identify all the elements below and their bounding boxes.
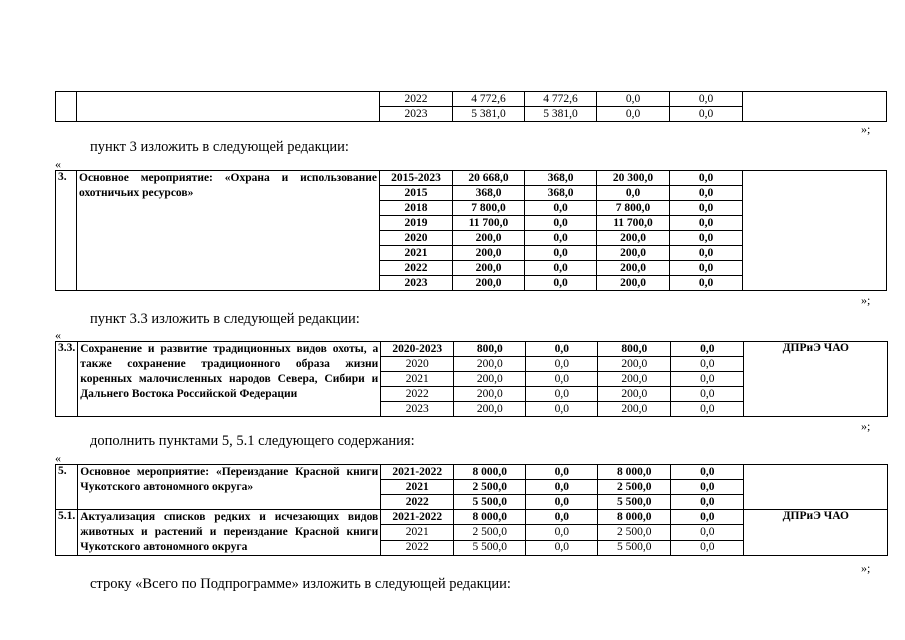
open-quote: «	[55, 451, 61, 465]
funding-source-1-cell: 0,0	[526, 525, 598, 540]
funding-source-2-cell: 800,0	[598, 342, 671, 357]
total-cell: 2 500,0	[454, 480, 526, 495]
funding-source-2-cell: 7 800,0	[597, 201, 670, 216]
total-cell: 200,0	[454, 372, 526, 387]
item-description: Сохранение и развитие традиционных видов охоты, а также сохранение традиционного образа жизни коренных малочисленных народов Севера, Сибири и Дальнего Востока Российской Федерации	[78, 342, 381, 417]
funding-source-2-cell: 0,0	[597, 107, 670, 122]
funding-source-3-cell: 0,0	[671, 465, 744, 480]
executor-cell	[744, 465, 888, 510]
funding-source-1-cell: 0,0	[526, 402, 598, 417]
funding-source-1-cell: 0,0	[526, 495, 598, 510]
funding-source-3-cell: 0,0	[670, 201, 743, 216]
close-quote: »;	[861, 293, 871, 307]
item-number: 5.	[56, 465, 78, 510]
item-number	[56, 92, 77, 122]
open-quote: «	[55, 157, 61, 171]
funding-source-1-cell: 0,0	[526, 357, 598, 372]
close-quote: »;	[861, 419, 871, 433]
item-description	[77, 92, 380, 122]
total-cell: 200,0	[454, 357, 526, 372]
total-cell: 800,0	[454, 342, 526, 357]
funding-source-2-cell: 200,0	[598, 372, 671, 387]
funding-source-1-cell: 0,0	[526, 342, 598, 357]
funding-source-2-cell: 2 500,0	[598, 480, 671, 495]
item-description: Основное мероприятие: «Переиздание Красной книги Чукотского автономного округа»	[78, 465, 381, 510]
item-5-table	[55, 464, 888, 556]
period-cell: 2023	[380, 276, 453, 291]
funding-source-1-cell: 0,0	[526, 480, 598, 495]
open-quote: «	[55, 328, 61, 342]
funding-source-3-cell: 0,0	[671, 495, 744, 510]
funding-source-1-cell: 0,0	[525, 201, 597, 216]
period-cell: 2020	[381, 357, 454, 372]
table-row	[56, 342, 888, 357]
funding-source-3-cell: 0,0	[670, 261, 743, 276]
funding-source-1-cell: 4 772,6	[525, 92, 597, 107]
funding-source-3-cell: 0,0	[671, 402, 744, 417]
funding-source-1-cell: 0,0	[526, 540, 598, 555]
item-number: 5.1.	[56, 510, 78, 556]
total-cell: 11 700,0	[453, 216, 525, 231]
funding-source-3-cell: 0,0	[671, 480, 744, 495]
funding-source-3-cell: 0,0	[671, 525, 744, 540]
total-cell: 4 772,6	[453, 92, 525, 107]
period-cell: 2020	[380, 231, 453, 246]
period-cell: 2021	[381, 525, 454, 540]
total-cell: 8 000,0	[454, 510, 526, 525]
period-cell: 2021-2022	[381, 510, 454, 525]
period-cell: 2021	[381, 372, 454, 387]
funding-source-1-cell: 0,0	[526, 510, 598, 525]
funding-source-3-cell: 0,0	[671, 372, 744, 387]
funding-source-2-cell: 8 000,0	[598, 510, 671, 525]
period-cell: 2015-2023	[380, 171, 453, 186]
funding-source-2-cell: 200,0	[597, 261, 670, 276]
funding-source-3-cell: 0,0	[671, 387, 744, 402]
item-number: 3.3.	[56, 342, 78, 417]
funding-source-1-cell: 0,0	[525, 261, 597, 276]
period-cell: 2022	[381, 495, 454, 510]
item-description: Актуализация списков редких и исчезающих видов животных и растений и переиздание Красной книги Чукотского автономного округа	[78, 510, 381, 556]
total-cell: 200,0	[453, 276, 525, 291]
funding-source-2-cell: 0,0	[597, 186, 670, 201]
period-cell: 2022	[381, 540, 454, 555]
funding-source-3-cell: 0,0	[670, 276, 743, 291]
table-row	[56, 92, 887, 107]
funding-source-3-cell: 0,0	[670, 107, 743, 122]
total-cell: 5 500,0	[454, 540, 526, 555]
period-cell: 2022	[380, 92, 453, 107]
period-cell: 2018	[380, 201, 453, 216]
period-cell: 2023	[381, 402, 454, 417]
funding-source-2-cell: 200,0	[598, 357, 671, 372]
table-row	[56, 510, 888, 525]
funding-source-1-cell: 0,0	[525, 216, 597, 231]
funding-source-1-cell: 0,0	[525, 246, 597, 261]
funding-source-3-cell: 0,0	[671, 342, 744, 357]
executor-cell: ДПРиЭ ЧАО	[744, 342, 888, 417]
item-number: 3.	[56, 171, 77, 291]
total-cell: 368,0	[453, 186, 525, 201]
instruction-total-row: строку «Всего по Подпрограмме» изложить в следующей редакции:	[90, 576, 511, 592]
funding-source-2-cell: 2 500,0	[598, 525, 671, 540]
funding-source-3-cell: 0,0	[671, 510, 744, 525]
total-cell: 5 500,0	[454, 495, 526, 510]
executor-cell	[743, 92, 887, 122]
funding-source-3-cell: 0,0	[670, 246, 743, 261]
funding-source-1-cell: 0,0	[525, 276, 597, 291]
funding-source-1-cell: 368,0	[525, 171, 597, 186]
item-3-table	[55, 170, 887, 291]
funding-source-1-cell: 5 381,0	[525, 107, 597, 122]
total-cell: 200,0	[453, 261, 525, 276]
funding-source-3-cell: 0,0	[671, 357, 744, 372]
close-quote: »;	[861, 122, 871, 136]
total-cell: 7 800,0	[453, 201, 525, 216]
funding-source-2-cell: 0,0	[597, 92, 670, 107]
funding-source-1-cell: 0,0	[526, 465, 598, 480]
close-quote: »;	[861, 561, 871, 575]
table-row	[56, 465, 888, 480]
funding-source-1-cell: 368,0	[525, 186, 597, 201]
funding-source-2-cell: 11 700,0	[597, 216, 670, 231]
executor-cell: ДПРиЭ ЧАО	[744, 510, 888, 556]
period-cell: 2022	[381, 387, 454, 402]
total-cell: 200,0	[453, 231, 525, 246]
funding-source-3-cell: 0,0	[670, 171, 743, 186]
period-cell: 2019	[380, 216, 453, 231]
total-cell: 20 668,0	[453, 171, 525, 186]
period-cell: 2020-2023	[381, 342, 454, 357]
total-cell: 2 500,0	[454, 525, 526, 540]
executor-cell	[743, 171, 887, 291]
funding-source-3-cell: 0,0	[671, 540, 744, 555]
instruction-item-3-3: пункт 3.3 изложить в следующей редакции:	[90, 311, 360, 327]
funding-source-2-cell: 200,0	[597, 231, 670, 246]
funding-source-2-cell: 200,0	[597, 276, 670, 291]
funding-source-2-cell: 200,0	[597, 246, 670, 261]
period-cell: 2021	[380, 246, 453, 261]
item-3-3-table	[55, 341, 888, 417]
funding-source-2-cell: 200,0	[598, 402, 671, 417]
total-cell: 200,0	[454, 387, 526, 402]
funding-source-3-cell: 0,0	[670, 92, 743, 107]
period-cell: 2021	[381, 480, 454, 495]
period-cell: 2022	[380, 261, 453, 276]
table-row	[56, 171, 887, 186]
funding-source-2-cell: 8 000,0	[598, 465, 671, 480]
item-description: Основное мероприятие: «Охрана и использование охотничьих ресурсов»	[77, 171, 380, 291]
funding-source-3-cell: 0,0	[670, 216, 743, 231]
period-cell: 2015	[380, 186, 453, 201]
funding-source-1-cell: 0,0	[526, 372, 598, 387]
funding-source-2-cell: 5 500,0	[598, 495, 671, 510]
instruction-item-5: дополнить пунктами 5, 5.1 следующего содержания:	[90, 433, 415, 449]
top-fragment-table	[55, 91, 887, 122]
total-cell: 200,0	[454, 402, 526, 417]
funding-source-2-cell: 20 300,0	[597, 171, 670, 186]
funding-source-2-cell: 5 500,0	[598, 540, 671, 555]
funding-source-3-cell: 0,0	[670, 186, 743, 201]
total-cell: 8 000,0	[454, 465, 526, 480]
funding-source-1-cell: 0,0	[526, 387, 598, 402]
funding-source-2-cell: 200,0	[598, 387, 671, 402]
period-cell: 2023	[380, 107, 453, 122]
instruction-item-3: пункт 3 изложить в следующей редакции:	[90, 139, 349, 155]
funding-source-1-cell: 0,0	[525, 231, 597, 246]
total-cell: 5 381,0	[453, 107, 525, 122]
total-cell: 200,0	[453, 246, 525, 261]
funding-source-3-cell: 0,0	[670, 231, 743, 246]
period-cell: 2021-2022	[381, 465, 454, 480]
